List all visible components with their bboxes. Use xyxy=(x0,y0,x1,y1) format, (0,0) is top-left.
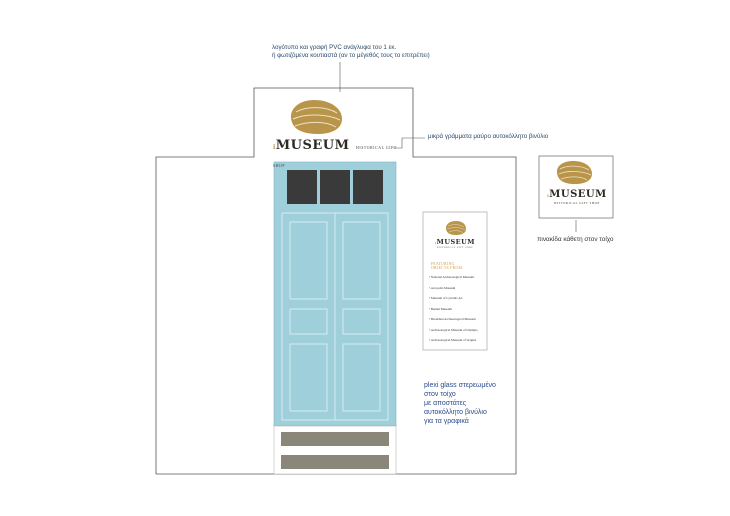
annotation-top xyxy=(272,44,430,60)
annotation-plexi-2: στον τοίχο xyxy=(424,391,456,398)
annotation-plexi xyxy=(424,381,496,426)
logo-main-subtitle: HISTORICAL GIFT SHOP xyxy=(273,146,397,168)
logo-sign-name: MUSEUM xyxy=(549,189,607,200)
door-window-2 xyxy=(320,170,350,204)
panel-featuring xyxy=(431,262,463,271)
panel-list-item: • Museum of Cycladic Art xyxy=(429,296,463,300)
panel-logo-subtitle: HISTORICAL GIFT SHOP xyxy=(436,247,474,249)
panel-logo xyxy=(425,236,485,249)
logo-sign-subtitle: HISTORICAL GIFT SHOP xyxy=(554,201,600,205)
panel-list-item: • Benaki Museum xyxy=(429,306,452,311)
step-2 xyxy=(281,455,389,469)
panel-list-item: • National Archaeological Museum xyxy=(429,275,474,279)
panel-list-item: • Acropolis Museum xyxy=(429,285,456,290)
sign-caption: πινακίδα κάθετη στον τοίχο xyxy=(537,236,614,243)
logo-sign xyxy=(544,187,610,205)
annotation-right: μικρά γράμματα μαύρο αυτοκόλλητο βινύλιο xyxy=(428,133,549,140)
logo-emblem-main xyxy=(291,100,342,134)
annotation-plexi-3: με αποστάτες xyxy=(424,400,467,407)
logo-main xyxy=(273,136,403,172)
panel-logo-prefix: i xyxy=(434,241,437,245)
panel-logo-name: MUSEUM xyxy=(436,238,476,246)
annotation-plexi-4: αυτοκόλλητο βινύλιο xyxy=(424,409,487,416)
panel-list-item: • Archaeological Museum of Olympia xyxy=(429,327,478,332)
door-window-1 xyxy=(287,170,317,204)
panel-featuring-2: OBJECTS FROM: xyxy=(431,266,464,271)
panel-featuring-1: FEATURING xyxy=(431,262,455,266)
logo-sign-prefix: i xyxy=(547,193,550,198)
door-window-3 xyxy=(353,170,383,204)
panel-list-item: • Heraklion Archaeological Museum xyxy=(429,317,476,321)
panel-list xyxy=(429,275,485,349)
logo-emblem-panel xyxy=(446,221,466,235)
annotation-top-line1: λογότυπο και γραφή PVC ανάγλυφα του 1 εκ. xyxy=(272,44,397,51)
panel-list-item: • Archaeological Museum of Vergina xyxy=(429,338,477,342)
annotation-plexi-1: plexi glass στερεωμένο xyxy=(424,382,496,389)
annotation-plexi-5: για τα γραφικά xyxy=(424,418,469,425)
annotation-top-line2: ή φωτιζόμενα κουτιαστά (αν το μέγεθός τους το επιτρέπει) xyxy=(272,52,430,60)
logo-main-prefix: i xyxy=(273,144,276,151)
step-1 xyxy=(281,432,389,446)
logo-main-name: MUSEUM xyxy=(275,138,350,153)
